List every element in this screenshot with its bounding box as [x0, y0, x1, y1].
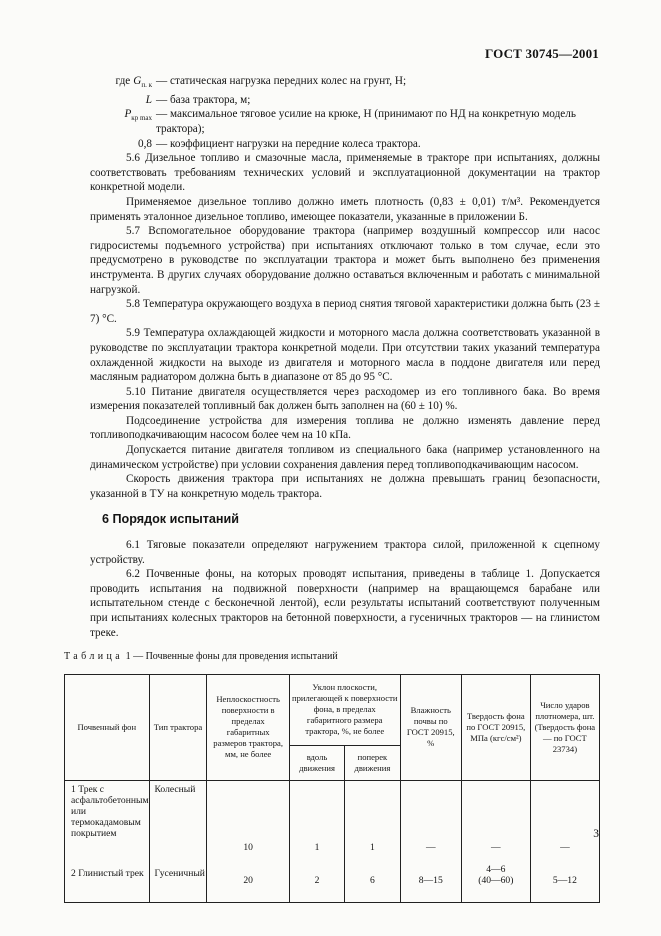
document-number-header: ГОСТ 30745—2001 [484, 46, 599, 61]
table-row [65, 780, 600, 858]
header-slope-across: поперек движения [345, 745, 400, 780]
paragraph-5-6: 5.6 Дизельное топливо и смазочные масла, применяемые в тракторе при испытаниях, должны соответствовать требованиям технических условий и эксплуатационной документации на трактор конкретной модели. [90, 152, 600, 194]
header-hardness: Твердость фона по ГОСТ 20915, МПа (кгс/см²) [461, 674, 530, 780]
row-impacts: — [560, 841, 570, 853]
row-impacts: 5—12 [552, 874, 577, 886]
header-slope: Уклон плоскости, прилегающей к поверхности фона, в пределах габаритного размера трактора, %, не более [289, 674, 400, 745]
paragraph-5-10: 5.10 Питание двигателя осуществляется через расходомер из его топливного бака. Во время измерения показателей топливный бак должен быть заполнен на (60 ± 10) %. [90, 385, 600, 413]
soil-backgrounds-table [64, 674, 600, 903]
row-slope-along: 1 [314, 841, 320, 853]
header-soil-background: Почвенный фон [65, 674, 150, 780]
row-tractor-type: Гусеничный [154, 867, 205, 879]
row-slope-across: 6 [370, 874, 375, 886]
definition-coefficient: 0,8 — коэффициент нагрузки на передние колеса трактора. [138, 137, 421, 150]
row-tractor-type: Колесный [154, 783, 196, 795]
table-row [65, 858, 600, 903]
section-heading: 6 Порядок испытаний [102, 512, 239, 527]
paragraph-6-2: 6.2 Почвенные фоны, на которых проводят испытания, приведены в таблице 1. Допускается проводить испытания на подвижной поверхности (например на вращающемся барабане или испытательном стенде с бесконечной лентой), если результаты испытаний соответствуют полученным при испытаниях колесных тракторов на бетонной поверхности, а гусеничных тракторов — на глинистом треке. [90, 568, 600, 639]
row-hardness: 4—6 [486, 863, 506, 875]
row-unevenness: 10 [243, 841, 253, 853]
paragraph-6-1: 6.1 Тяговые показатели определяют нагружением трактора силой, приложенной к сцепному устройству. [90, 539, 600, 566]
header-tractor-type: Тип трактора [149, 674, 207, 780]
header-slope-along: вдоль движения [289, 745, 344, 780]
definition-p: $P_{кр max}$ — максимальное тяговое усилие на крюке, Н (принимают по НД на конкретную модель трактора); [124, 108, 576, 136]
header-unevenness: Неплоскостность поверхности в пределах габаритных размеров трактора, мм, не более [207, 674, 289, 780]
definition-l: L — база трактора, м; [145, 93, 251, 106]
paragraph-fuel-tank: Допускается питание двигателя топливом из специального бака (например установленного на динамическом устройстве) при условии сохранения давления перед топливоподкачивающим насосом. [90, 444, 600, 471]
paragraph-fuel-density: Применяемое дизельное топливо должно иметь плотность (0,83 ± 0,01) т/м³. Рекомендуется применять эталонное дизельное топливо, имеющее показатели, указанные в приложении Б. [90, 195, 600, 223]
paragraph-5-8: 5.8 Температура окружающего воздуха в период снятия тяговой характеристики должна быть (23 ± 7) °С. [90, 298, 600, 325]
paragraph-5-9: 5.9 Температура охлаждающей жидкости и моторного масла должна соответствовать указанной в руководстве по эксплуатации трактора конкретной модели. При отсутствии таких указаний температура охлажденной жидкости на выходе из двигателя и моторного масла в поддоне двигателя или перед масляным радиатором должна быть в диапазоне от 85 до 95 °С. [90, 327, 600, 384]
table-caption: Таблица 1 — Почвенные фоны для проведения испытаний [64, 651, 338, 663]
body-text [64, 74, 600, 903]
row-slope-across: 1 [370, 841, 375, 853]
row-moisture: — [425, 841, 436, 853]
row-slope-along: 2 [314, 874, 320, 886]
header-moisture: Влажность почвы по ГОСТ 20915, % [400, 674, 461, 780]
definition-g: где $G_{п. к}$ — статическая нагрузка передних колес на грунт, Н; [115, 75, 407, 90]
row-soil-background: 1 Трек с асфальтобетонным или термокадамовым покрытием [71, 783, 149, 839]
row-hardness-kgf: (40—60) [478, 874, 514, 886]
paragraph-fuel-connection: Подсоединение устройства для измерения топлива не должно изменять давление перед топливоподкачивающим насосом более чем на 10 кПа. [90, 414, 600, 442]
page-number: 3 [593, 828, 599, 840]
header-impacts: Число ударов плотномера, шт. (Твердость фона — по ГОСТ 23734) [530, 674, 599, 780]
paragraph-speed: Скорость движения трактора при испытаниях не должна превышать границ безопасности, указанной в ТУ на конкретную модель трактора. [90, 473, 600, 500]
row-soil-background: 2 Глинистый трек [71, 867, 144, 879]
row-hardness: — [491, 841, 501, 853]
row-moisture: 8—15 [418, 874, 443, 886]
paragraph-5-7: 5.7 Вспомогательное оборудование трактора (например воздушный компрессор или насос гидросистемы подъемного устройства) при испытаниях отключают только в том случае, если это предусмотрено в руководстве по эксплуатации трактора и может быть выполнено без применения инструмента. В других случаях оборудование должно оставаться включенным и работать с минимальной нагрузкой. [90, 225, 600, 296]
row-unevenness: 20 [243, 874, 253, 886]
